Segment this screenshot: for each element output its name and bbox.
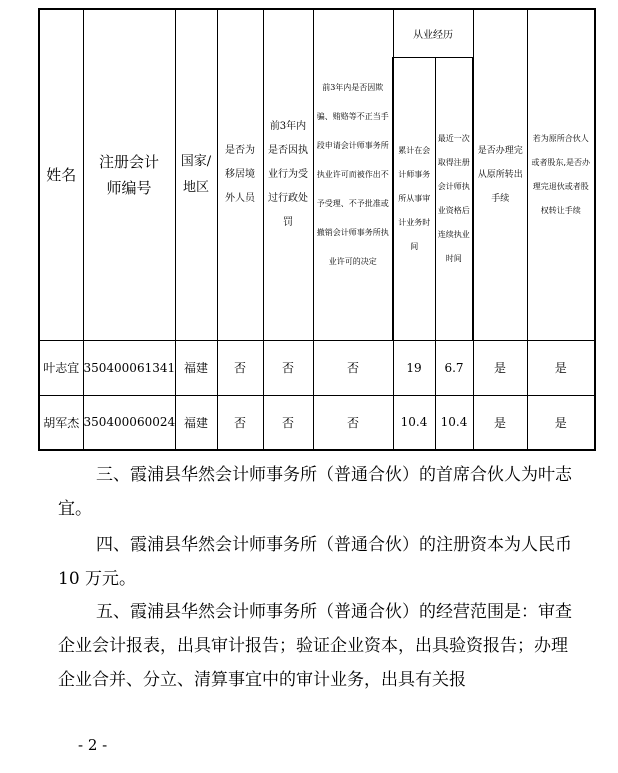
table-row: [39, 340, 595, 395]
row-penalty: 否: [263, 395, 313, 450]
page-number: - 2 -: [78, 736, 108, 754]
partner-table: [38, 8, 596, 451]
row-country: 福建: [175, 395, 217, 450]
paragraph-registered-capital: 四、霞浦县华然会计师事务所（普通合伙）的注册资本为人民币 10 万元。: [58, 535, 572, 589]
row-exp-recent: 6.7: [435, 340, 473, 395]
header-country: 国家/地区: [175, 9, 217, 340]
row-exp-total: 19: [393, 340, 435, 395]
row-cpa-number: 350400061341: [83, 340, 175, 395]
row-foreign: 否: [217, 340, 263, 395]
row-country: 福建: [175, 340, 217, 395]
row-name: 叶志宜: [39, 340, 83, 395]
row-penalty: 否: [263, 340, 313, 395]
row-cpa-number: 350400060024: [83, 395, 175, 450]
row-fraud: 否: [313, 395, 393, 450]
row-name: 胡军杰: [39, 395, 83, 450]
row-exp-total: 10.4: [393, 395, 435, 450]
header-exp-recent: 最近一次取得注册会计师执业资格后连续执业时间: [435, 57, 473, 340]
header-penalty: 前3年内是否因执业行为受过行政处罚: [263, 9, 313, 340]
table-row: [39, 395, 595, 450]
paragraph-chief-partner: 三、霞浦县华然会计师事务所（普通合伙）的首席合伙人为叶志宜。: [58, 465, 572, 519]
header-fraud-decision: 前3年内是否因欺骗、贿赂等不正当手段申请会计师事务所执业许可而被作出不予受理、不予批准或撤销会计师事务所执业许可的决定: [313, 9, 393, 340]
row-share-transfer: 是: [527, 395, 595, 450]
row-transfer-out: 是: [473, 395, 527, 450]
header-name: 姓名: [39, 9, 83, 340]
row-transfer-out: 是: [473, 340, 527, 395]
header-transfer-out: 是否办理完从原所转出手续: [473, 9, 527, 340]
header-share-transfer: 若为原所合伙人或者股东,是否办理完退伙或者股权转让手续: [527, 9, 595, 340]
row-share-transfer: 是: [527, 340, 595, 395]
row-fraud: 否: [313, 340, 393, 395]
header-exp-total: 累计在会计师事务所从事审计业务时间: [393, 57, 435, 340]
paragraph-business-scope: 五、霞浦县华然会计师事务所（普通合伙）的经营范围是：审查企业会计报表，出具审计报告；验证企业资本，出具验资报告；办理企业合并、分立、清算事宜中的审计业务，出具有关报: [58, 602, 572, 690]
row-foreign: 否: [217, 395, 263, 450]
header-cpa-number: 注册会计师编号: [83, 9, 175, 340]
row-exp-recent: 10.4: [435, 395, 473, 450]
header-experience: 从业经历: [393, 9, 473, 57]
header-foreign-resident: 是否为移居境外人员: [217, 9, 263, 340]
